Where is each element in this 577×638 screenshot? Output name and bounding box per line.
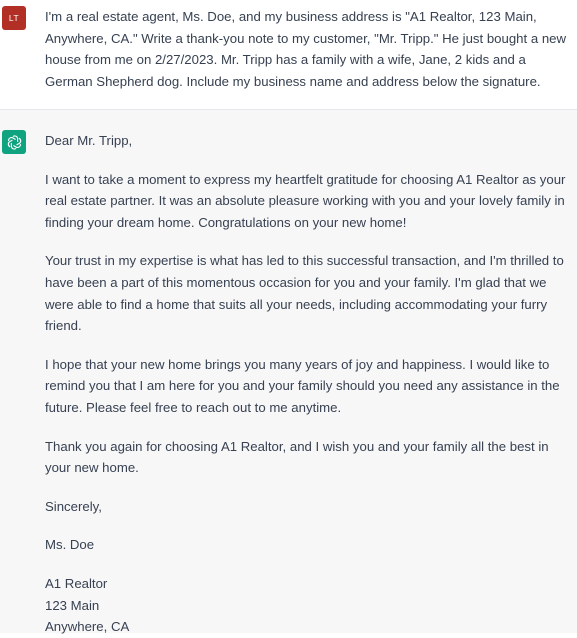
letter-closing: Sincerely, [45, 498, 102, 514]
letter-paragraph-1: I want to take a moment to express my heartfelt gratitude for choosing A1 Realtor as your real estate partner. It was an absolute pleasure working with you and your lovely family in finding your dream home. Congratulations on your new home! [45, 171, 566, 230]
address-line-1: 123 Main [45, 597, 100, 613]
assistant-avatar [2, 130, 26, 154]
user-message-text: I'm a real estate agent, Ms. Doe, and my business address is "A1 Realtor, 123 Main, Anywhere, CA." Write a thank-you note to my customer, "Mr. Tripp." He just bought a new house from me on 2/27/2023. Mr. Tripp has a family with a wife, Jane, 2 kids and a German Shepherd dog. Include my business name and address below the signature. [45, 9, 567, 89]
letter-paragraph-4: Thank you again for choosing A1 Realtor, and I wish you and your family all the best in your new home. [45, 438, 549, 476]
assistant-message-row [0, 110, 577, 633]
letter-paragraph-3: I hope that your new home brings you many years of joy and happiness. I would like to remind you that I am here for you and your family should you need any assistance in the future. Please feel free to reach out to me anytime. [45, 356, 560, 415]
business-name: A1 Realtor [45, 575, 108, 591]
letter-signature: Ms. Doe [45, 537, 95, 553]
assistant-message-text [45, 130, 570, 638]
user-message-row [0, 0, 577, 110]
business-address-block [45, 573, 570, 638]
letter-paragraph-2: Your trust in my expertise is what has led to this successful transaction, and I'm thrilled to have been a part of this momentous occasion for you and your family. I'm glad that we were able to find a home that suits all your needs, including accommodating your furry friend. [45, 253, 564, 334]
address-line-2: Anywhere, CA [45, 619, 130, 635]
user-avatar: LT [2, 6, 26, 30]
openai-logo-icon [6, 134, 23, 151]
letter-greeting: Dear Mr. Tripp, [45, 133, 133, 148]
